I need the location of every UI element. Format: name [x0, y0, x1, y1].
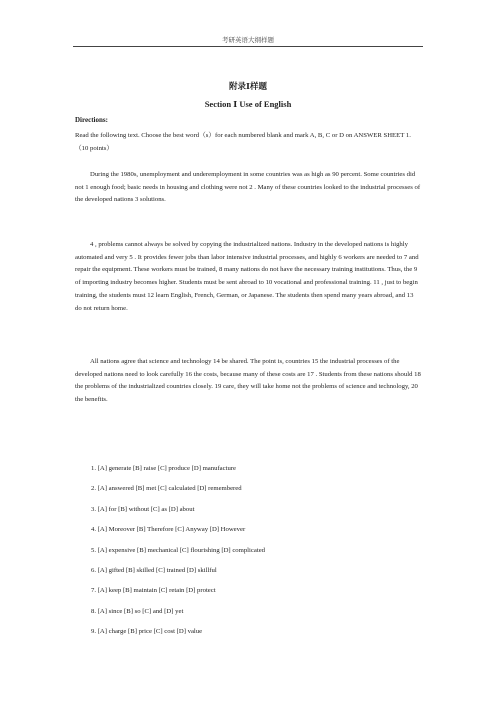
passage-paragraph-3: All nations agree that science and technology 14 be shared. The point is, countries 15 the industrial processes of the developed nations need to look carefully 16 the costs, because many of these costs are 17 . Students from these nations should 18 the problems of the industrialized countries closely. 19 care, they will take home not the problems of science and technology, 20 the benefits.: [75, 358, 421, 404]
appendix-title: 附录Ⅰ样题: [229, 81, 267, 91]
option-item-3: 3. [A] for [B] without [C] as [D] about: [91, 505, 195, 513]
option-item-7: 7. [A] keep [B] maintain [C] retain [D] protect: [91, 587, 216, 595]
option-item-8: 8. [A] since [B] so [C] and [D] yet: [91, 607, 184, 615]
header-rule: [73, 46, 423, 47]
section-heading: Section Ⅰ Use of English: [204, 99, 292, 109]
option-item-5: 5. [A] expensive [B] mechanical [C] flourishing [D] complicated: [91, 546, 266, 554]
option-item-4: 4. [A] Moreover [B] Therefore [C] Anyway [D] However: [91, 526, 246, 534]
option-item-2: 2. [A] answered [B] met [C] calculated [D] remembered: [91, 485, 242, 493]
option-item-6: 6. [A] gifted [B] skilled [C] trained [D] skillful: [91, 566, 217, 574]
directions-text: Read the following text. Choose the best word（s）for each numbered blank and mark A, B, C or D on ANSWER SHEET 1. （10 points）: [75, 132, 411, 152]
passage-paragraph-1: During the 1980s, unemployment and underemployment in some countries was as high as 90 percent. Some countries did not 1 enough food; basic needs in housing and clothing were not 2 . Many of these countries looked to the industrial processes of the developed nations 3 solutions.: [75, 171, 421, 204]
passage-paragraph-2: 4 , problems cannot always be solved by copying the industrialized nations. Industry in the developed nations is highly automated and very 5 . It provides fewer jobs than labor intensive industrial processes, and highly 6 workers are needed to 7 and repair the equipment. These workers must be trained, 8 many nations do not have the necessary training institutions. Thus, the 9 of importing industry becomes higher. Students must be sent abroad to 10 vocational and professional training. 11 , just to begin training, the students must 12 learn English, French, German, or Japanese. The students then spend many years abroad, and 13 do not return home.: [75, 241, 419, 312]
running-header: 考研英语大纲样题: [222, 37, 274, 44]
option-item-1: 1. [A] generate [B] raise [C] produce [D] manufacture: [91, 465, 237, 472]
option-item-9: 9. [A] charge [B] price [C] cost [D] value: [91, 628, 203, 636]
answer-options-list: [91, 463, 265, 647]
directions-label: Directions:: [75, 116, 108, 124]
